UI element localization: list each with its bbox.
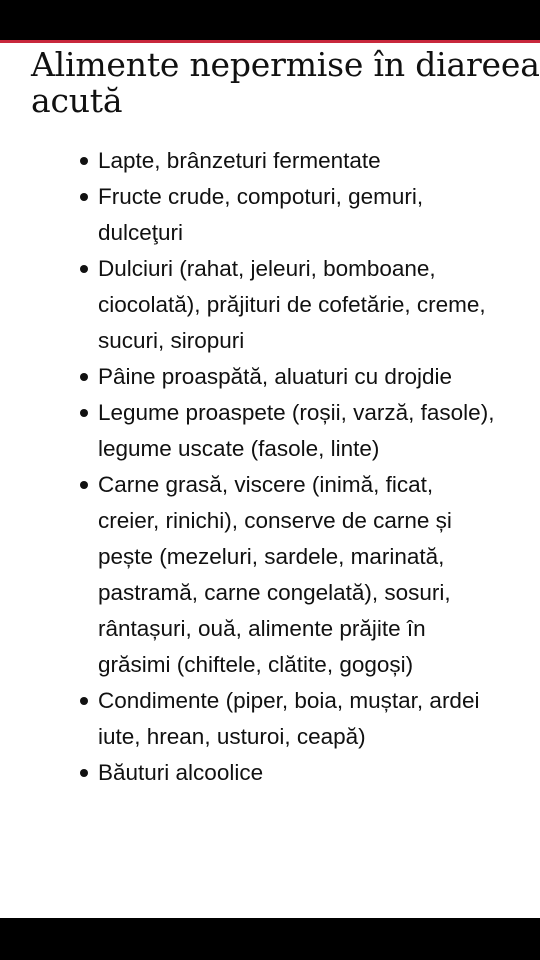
list-item xyxy=(0,755,498,791)
bullet-icon xyxy=(80,481,88,489)
list-item xyxy=(0,467,498,683)
list-item xyxy=(0,683,498,755)
list-item-text: Legume proaspete (roșii, varză, fasole), legume uscate (fasole, linte) xyxy=(98,400,495,461)
bullet-icon xyxy=(80,265,88,273)
list-item-text: Pâine proaspătă, aluaturi cu drojdie xyxy=(98,364,452,389)
page-title: Alimente nepermise în diareea acută xyxy=(31,45,540,120)
bullet-icon xyxy=(80,769,88,777)
list-item-text: Băuturi alcoolice xyxy=(98,760,264,785)
food-list xyxy=(0,143,498,791)
bullet-icon xyxy=(80,373,88,381)
bullet-icon xyxy=(80,157,88,165)
list-item xyxy=(0,359,498,395)
list-item-text: Carne grasă, viscere (inimă, ficat, creier, rinichi), conserve de carne și pește (mezeluri, sardele, marinată, pastramă, carne congelată), sosuri, rântașuri, ouă, alimente prăjite în grăsimi (chiftele, clătite, gogoși) xyxy=(98,472,452,677)
list-item-text: Fructe crude, compoturi, gemuri, dulceţuri xyxy=(98,184,424,245)
bullet-icon xyxy=(80,697,88,705)
bottom-black-bar xyxy=(0,918,540,960)
list-item-text: Lapte, brânzeturi fermentate xyxy=(98,148,381,173)
list-item xyxy=(0,251,498,359)
list-item xyxy=(0,179,498,251)
top-black-bar xyxy=(0,0,540,40)
list-item-text: Condimente (piper, boia, muștar, ardei iute, hrean, usturoi, ceapă) xyxy=(98,688,480,749)
document-page xyxy=(0,43,540,918)
list-item xyxy=(0,395,498,467)
bullet-icon xyxy=(80,193,88,201)
bullet-icon xyxy=(80,409,88,417)
list-item-text: Dulciuri (rahat, jeleuri, bomboane, ciocolată), prăjituri de cofetărie, creme, sucuri, siropuri xyxy=(98,256,486,353)
list-item xyxy=(0,143,498,179)
